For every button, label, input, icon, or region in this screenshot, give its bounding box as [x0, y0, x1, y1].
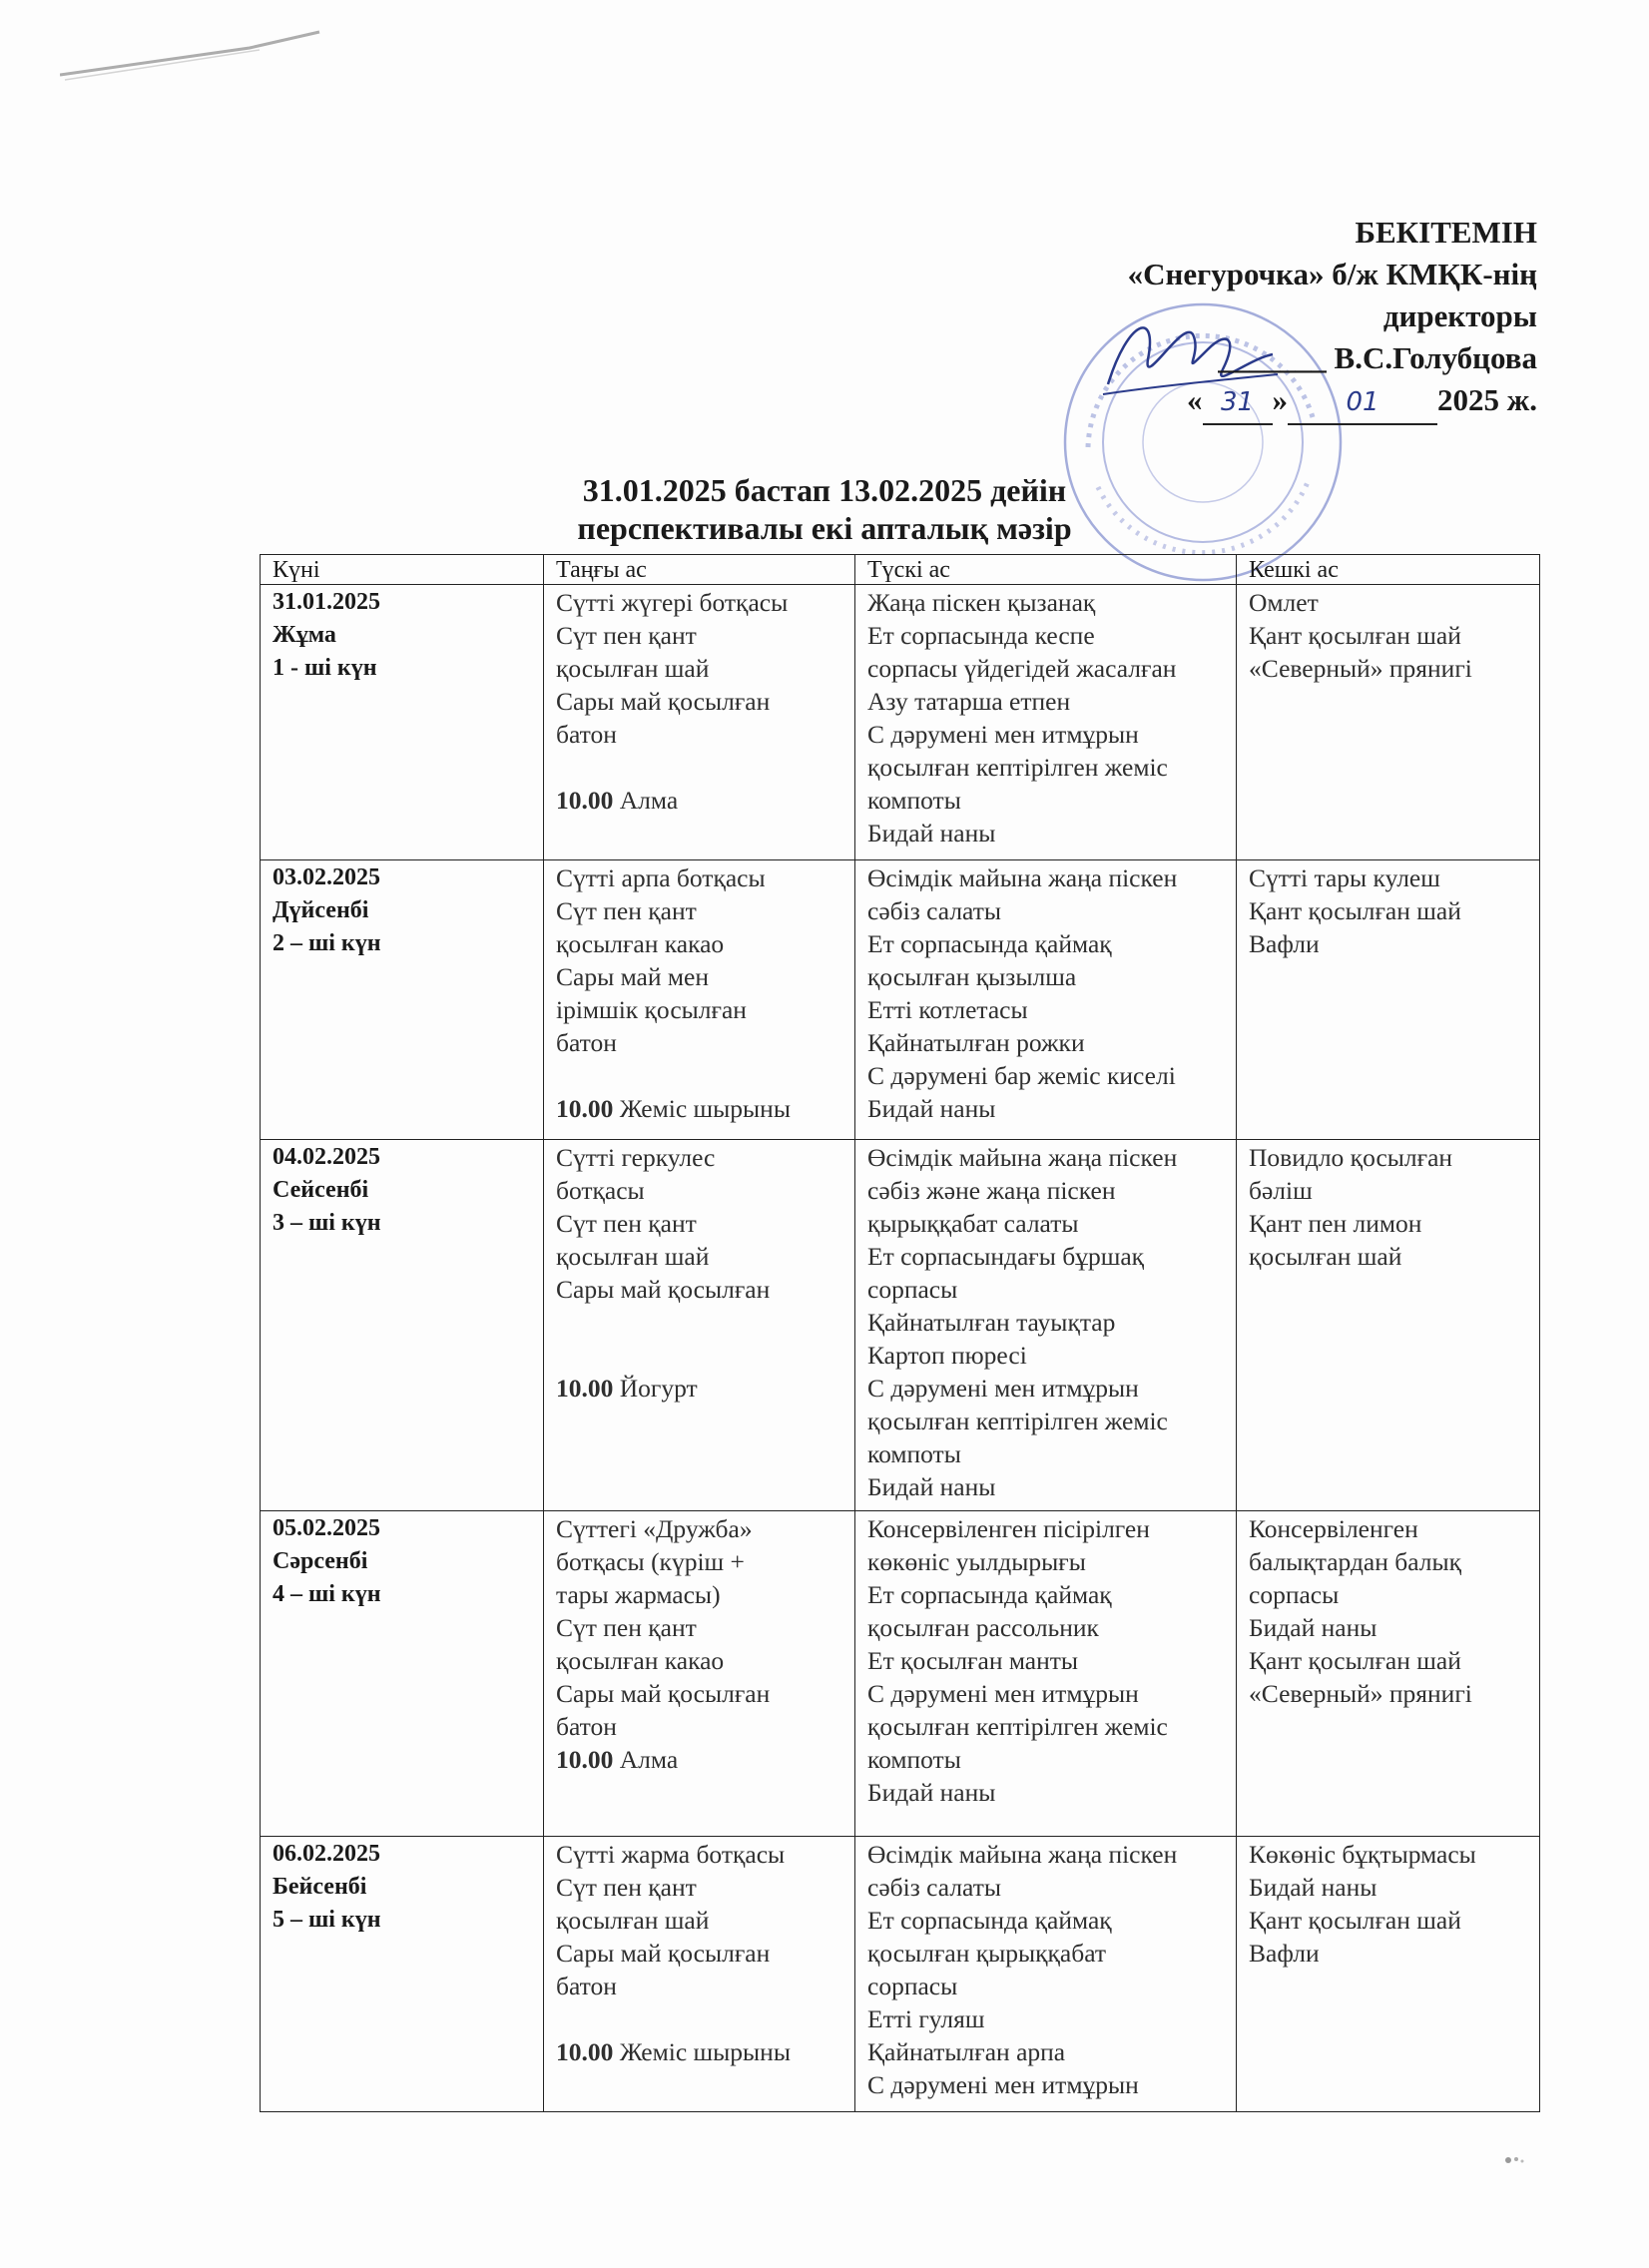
- breakfast-item: Сүтті жарма ботқасы: [556, 1840, 786, 1869]
- dinner-cell: [1237, 585, 1540, 860]
- date-day: 31: [1203, 381, 1273, 425]
- lunch-item: С дәрумені мен итмұрын: [867, 2070, 1139, 2099]
- approval-signature-line: [1128, 337, 1537, 379]
- lunch-cell: [855, 1511, 1237, 1837]
- day-number: 1 - ші күн: [273, 655, 377, 681]
- breakfast-cell: [544, 860, 855, 1140]
- snack-item: Йогурт: [619, 1374, 698, 1403]
- snack-time: 10.00: [556, 1094, 614, 1123]
- lunch-item: сорпасы: [867, 1972, 958, 2000]
- breakfast-cell: [544, 1837, 855, 2112]
- lunch-cell: [855, 860, 1237, 1140]
- dinner-item: Повидло қосылған: [1249, 1143, 1453, 1172]
- paper-crease-mark: [60, 20, 379, 90]
- lunch-item: Етті гуляш: [867, 2004, 985, 2033]
- table-row: [261, 1511, 1540, 1837]
- table-row: [261, 585, 1540, 860]
- lunch-item: Картоп пюресі: [867, 1341, 1027, 1370]
- breakfast-item: Сары май қосылған: [556, 1679, 771, 1708]
- lunch-item: Ет сорпасында қаймақ: [867, 929, 1112, 958]
- dinner-cell: [1237, 1837, 1540, 2112]
- day-date: 31.01.2025: [273, 589, 380, 615]
- lunch-item: сәбіз салаты: [867, 896, 1001, 925]
- scan-speck: [1502, 2154, 1526, 2166]
- snack-item: Жеміс шырыны: [619, 2037, 791, 2066]
- dinner-item: Бидай наны: [1249, 1873, 1377, 1902]
- lunch-item: Қайнатылған арпа: [867, 2037, 1066, 2066]
- lunch-item: қосылған кептірілген жеміс: [867, 1712, 1168, 1741]
- lunch-item: Етті котлетасы: [867, 995, 1028, 1024]
- breakfast-item: батон: [556, 720, 617, 749]
- snack-item: Алма: [619, 1745, 679, 1774]
- date-month: 01: [1288, 381, 1437, 425]
- breakfast-item: Сүт пен қант: [556, 896, 697, 925]
- day-weekday: Жұма: [273, 622, 336, 648]
- breakfast-item: Сүтті жүгері ботқасы: [556, 588, 789, 617]
- dinner-item: Бидай наны: [1249, 1613, 1377, 1642]
- breakfast-item: қосылған какао: [556, 1646, 725, 1675]
- header-lunch: Түскі ас: [855, 555, 1237, 585]
- lunch-item: Жаңа піскен қызанақ: [867, 588, 1096, 617]
- date-year: 2025 ж.: [1437, 382, 1537, 417]
- snack-time: 10.00: [556, 1745, 614, 1774]
- lunch-item: Қайнатылған рожки: [867, 1028, 1085, 1057]
- dinner-item: Қант қосылған шай: [1249, 1646, 1461, 1675]
- day-number: 5 – ші күн: [273, 1907, 381, 1933]
- breakfast-item: ботқасы (күріш +: [556, 1547, 745, 1576]
- breakfast-gap: [556, 1059, 849, 1092]
- dinner-item: Көкөніс бұқтырмасы: [1249, 1840, 1476, 1869]
- breakfast-item: тары жармасы): [556, 1580, 721, 1609]
- lunch-item: Өсімдік майына жаңа піскен: [867, 1143, 1178, 1172]
- lunch-item: Өсімдік майына жаңа піскен: [867, 1840, 1178, 1869]
- breakfast-item: батон: [556, 1028, 617, 1057]
- lunch-item: Қайнатылған тауықтар: [867, 1308, 1116, 1337]
- lunch-item: Азу татарша етпен: [867, 687, 1071, 716]
- day-number: 2 – ші күн: [273, 930, 381, 956]
- breakfast-item: батон: [556, 1712, 617, 1741]
- snack-line: [556, 2035, 849, 2068]
- lunch-item: С дәрумені бар жеміс киселі: [867, 1061, 1176, 1090]
- lunch-cell: [855, 1140, 1237, 1511]
- dinner-item: Вафли: [1249, 929, 1320, 958]
- header-breakfast: Таңғы ас: [544, 555, 855, 585]
- table-row: [261, 1140, 1540, 1511]
- breakfast-gap: [556, 2002, 849, 2035]
- snack-item: Алма: [619, 786, 679, 815]
- lunch-item: қосылған кептірілген жеміс: [867, 753, 1168, 782]
- snack-item: Жеміс шырыны: [619, 1094, 791, 1123]
- lunch-item: Ет сорпасында қаймақ: [867, 1580, 1112, 1609]
- dinner-item: қосылған шай: [1249, 1242, 1402, 1271]
- table-row: [261, 860, 1540, 1140]
- breakfast-cell: [544, 585, 855, 860]
- lunch-item: Бидай наны: [867, 1094, 996, 1123]
- date-close-quote: »: [1272, 382, 1289, 417]
- day-cell: [261, 1511, 544, 1837]
- approval-block: [1128, 212, 1537, 425]
- dinner-item: Қант қосылған шай: [1249, 621, 1461, 650]
- breakfast-cell: [544, 1140, 855, 1511]
- snack-time: 10.00: [556, 786, 614, 815]
- lunch-item: компоты: [867, 786, 961, 815]
- lunch-item: С дәрумені мен итмұрын: [867, 720, 1139, 749]
- day-cell: [261, 860, 544, 1140]
- breakfast-item: ботқасы: [556, 1176, 645, 1205]
- breakfast-item: Сүтті геркулес: [556, 1143, 716, 1172]
- lunch-item: сәбіз және жаңа піскен: [867, 1176, 1116, 1205]
- lunch-cell: [855, 1837, 1237, 2112]
- breakfast-item: Сүт пен қант: [556, 1873, 697, 1902]
- lunch-item: сорпасы үйдегідей жасалған: [867, 654, 1177, 683]
- snack-line: [556, 1372, 849, 1405]
- breakfast-item: ірімшік қосылған: [556, 995, 747, 1024]
- lunch-item: сәбіз салаты: [867, 1873, 1001, 1902]
- day-cell: [261, 1837, 544, 2112]
- breakfast-item: Сүтті арпа ботқасы: [556, 863, 766, 892]
- dinner-item: балықтардан балық: [1249, 1547, 1462, 1576]
- lunch-item: қырыққабат салаты: [867, 1209, 1079, 1238]
- snack-line: [556, 784, 849, 817]
- breakfast-item: Сүт пен қант: [556, 1613, 697, 1642]
- day-date: 03.02.2025: [273, 864, 380, 890]
- day-number: 4 – ші күн: [273, 1581, 381, 1607]
- breakfast-item: Сары май қосылған: [556, 1939, 771, 1968]
- header-day: Күні: [261, 555, 544, 585]
- dinner-item: Омлет: [1249, 588, 1319, 617]
- snack-line: [556, 1092, 849, 1125]
- lunch-item: С дәрумені мен итмұрын: [867, 1374, 1139, 1403]
- lunch-item: қосылған кептірілген жеміс: [867, 1407, 1168, 1435]
- dinner-cell: [1237, 860, 1540, 1140]
- table-row: [261, 1837, 1540, 2112]
- breakfast-gap: [556, 1339, 849, 1372]
- lunch-item: қосылған қызылша: [867, 962, 1077, 991]
- lunch-cell: [855, 585, 1237, 860]
- title-line-2: перспективалы екі апталық мәзір: [577, 510, 1072, 546]
- day-date: 06.02.2025: [273, 1841, 380, 1867]
- approval-organization: «Снегурочка» б/ж КМҚК-нің: [1127, 257, 1537, 291]
- breakfast-item: қосылған шай: [556, 1906, 710, 1935]
- dinner-item: Консервіленген: [1249, 1514, 1418, 1543]
- approval-title: БЕКІТЕМІН: [1355, 215, 1537, 250]
- breakfast-item: Сүттегі «Дружба»: [556, 1514, 753, 1543]
- breakfast-item: батон: [556, 1972, 617, 2000]
- breakfast-item: Сары май қосылған: [556, 1275, 771, 1304]
- header-dinner: Кешкі ас: [1237, 555, 1540, 585]
- dinner-item: сорпасы: [1249, 1580, 1340, 1609]
- lunch-item: Бидай наны: [867, 1472, 996, 1501]
- lunch-item: қосылған қырыққабат: [867, 1939, 1107, 1968]
- day-number: 3 – ші күн: [273, 1210, 381, 1236]
- breakfast-item: Сары май мен: [556, 962, 709, 991]
- dinner-item: бәліш: [1249, 1176, 1313, 1205]
- day-cell: [261, 585, 544, 860]
- breakfast-item: қосылған шай: [556, 654, 710, 683]
- dinner-item: Қант қосылған шай: [1249, 1906, 1461, 1935]
- signature-blank: _______: [1218, 340, 1327, 375]
- dinner-item: Қант қосылған шай: [1249, 896, 1461, 925]
- director-name: В.С.Голубцова: [1334, 340, 1537, 375]
- breakfast-gap: [556, 1306, 849, 1339]
- day-weekday: Сейсенбі: [273, 1177, 369, 1203]
- lunch-item: Ет сорпасындағы бұршақ: [867, 1242, 1145, 1271]
- lunch-item: көкөніс уылдырығы: [867, 1547, 1086, 1576]
- dinner-cell: [1237, 1140, 1540, 1511]
- lunch-item: компоты: [867, 1745, 961, 1774]
- lunch-item: қосылған рассольник: [867, 1613, 1099, 1642]
- breakfast-item: қосылған какао: [556, 929, 725, 958]
- dinner-cell: [1237, 1511, 1540, 1837]
- lunch-item: Өсімдік майына жаңа піскен: [867, 863, 1178, 892]
- lunch-item: Ет сорпасында кеспе: [867, 621, 1095, 650]
- title-line-1: 31.01.2025 бастап 13.02.2025 дейін: [582, 472, 1067, 508]
- day-date: 05.02.2025: [273, 1515, 380, 1541]
- dinner-item: «Северный» прянигі: [1249, 654, 1472, 683]
- snack-time: 10.00: [556, 2037, 614, 2066]
- lunch-item: Бидай наны: [867, 819, 996, 848]
- dinner-item: Вафли: [1249, 1939, 1320, 1968]
- breakfast-item: Сары май қосылған: [556, 687, 771, 716]
- dinner-item: «Северный» прянигі: [1249, 1679, 1472, 1708]
- dinner-item: Қант пен лимон: [1249, 1209, 1422, 1238]
- day-date: 04.02.2025: [273, 1144, 380, 1170]
- lunch-item: сорпасы: [867, 1275, 958, 1304]
- breakfast-item: Сүт пен қант: [556, 1209, 697, 1238]
- snack-time: 10.00: [556, 1374, 614, 1403]
- dinner-item: Сүтті тары кулеш: [1249, 863, 1440, 892]
- lunch-item: С дәрумені мен итмұрын: [867, 1679, 1139, 1708]
- document-title: [0, 471, 1649, 547]
- breakfast-gap: [556, 751, 849, 784]
- approval-position: директоры: [1382, 298, 1537, 333]
- day-cell: [261, 1140, 544, 1511]
- lunch-item: Ет қосылған манты: [867, 1646, 1079, 1675]
- approval-date: [1128, 379, 1537, 425]
- lunch-item: Консервіленген пісірілген: [867, 1514, 1150, 1543]
- menu-table: [260, 554, 1540, 2112]
- breakfast-item: Сүт пен қант: [556, 621, 697, 650]
- day-weekday: Сәрсенбі: [273, 1548, 368, 1574]
- breakfast-item: қосылған шай: [556, 1242, 710, 1271]
- date-open-quote: «: [1187, 382, 1203, 417]
- day-weekday: Бейсенбі: [273, 1874, 367, 1900]
- lunch-item: компоты: [867, 1439, 961, 1468]
- lunch-item: Бидай наны: [867, 1778, 996, 1807]
- snack-line: [556, 1743, 849, 1776]
- breakfast-cell: [544, 1511, 855, 1837]
- table-header-row: [261, 555, 1540, 585]
- lunch-item: Ет сорпасында қаймақ: [867, 1906, 1112, 1935]
- day-weekday: Дүйсенбі: [273, 897, 369, 923]
